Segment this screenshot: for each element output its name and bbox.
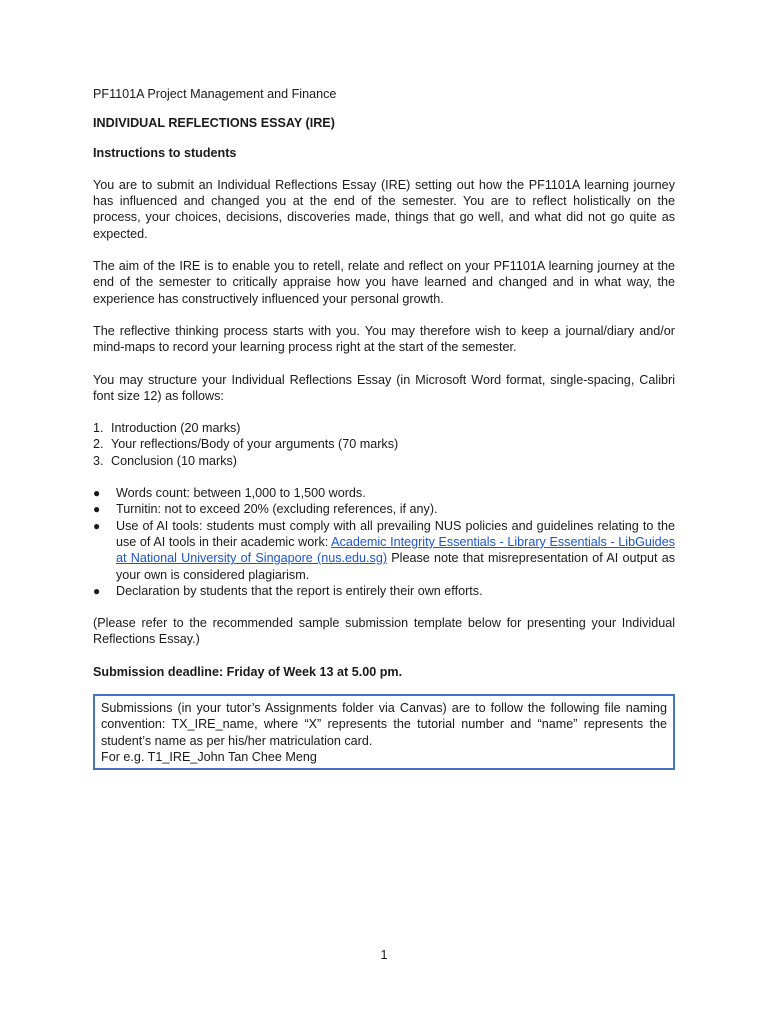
list-item — [93, 420, 675, 436]
notice-example: For e.g. T1_IRE_John Tan Chee Meng — [101, 749, 317, 764]
paragraph-process: The reflective thinking process starts with you. You may therefore wish to keep a journal/diary and/or mind-maps to record your learning process right at the start of the semester. — [93, 323, 675, 355]
bullet-text: Use of AI tools: students must comply with all prevailing NUS policies and guidelines relating to the use of AI tools in their academic work: — [116, 518, 675, 549]
bullet-turnitin — [93, 501, 675, 517]
paragraph-aim: The aim of the IRE is to enable you to retell, relate and reflect on your PF1101A learning journey at the end of the semester to critically appraise how you have learned and changed and in what way, the experience has constructively influenced your personal growth. — [93, 259, 675, 306]
bullet-text: Declaration by students that the report is entirely their own efforts. — [116, 583, 483, 598]
bullet-text: Turnitin: not to exceed 20% (excluding references, if any). — [116, 502, 438, 517]
bullet-declaration — [93, 583, 675, 599]
list-item — [93, 436, 675, 452]
page-number: 1 — [380, 948, 388, 962]
essay-title: INDIVIDUAL REFLECTIONS ESSAY (IRE) — [93, 116, 335, 131]
file-naming-notice — [93, 694, 675, 770]
course-title: PF1101A Project Management and Finance — [93, 87, 337, 101]
structure-list — [93, 420, 675, 469]
list-text: Introduction (20 marks) — [111, 421, 241, 436]
list-number: 2. — [93, 437, 104, 452]
bullet-text: Please note that misrepresentation of AI output as your own is considered plagiarism. — [116, 551, 675, 582]
template-note: (Please refer to the recommended sample submission template below for presenting your Individual Reflections Essay.) — [93, 616, 675, 647]
bullet-icon: ● — [93, 583, 101, 598]
requirements-list — [93, 485, 675, 599]
document-page — [93, 86, 675, 770]
list-text: Your reflections/Body of your arguments (70 marks) — [111, 437, 399, 452]
list-text: Conclusion (10 marks) — [111, 453, 237, 468]
list-number: 1. — [93, 421, 104, 436]
bullet-icon: ● — [93, 518, 101, 533]
bullet-ai-tools — [93, 518, 675, 583]
bullet-words-count — [93, 485, 675, 501]
list-number: 3. — [93, 453, 104, 468]
notice-text: Submissions (in your tutor’s Assignments folder via Canvas) are to follow the following file naming convention: TX_IRE_name, where “X” represents the tutorial number and “name” represents the student’s name as per his/her matriculation card. — [101, 701, 667, 748]
paragraph-intro: You are to submit an Individual Reflections Essay (IRE) setting out how the PF1101A learning journey has influenced and changed you at the end of the semester. You are to reflect holistically on the process, your choices, decisions, discoveries made, things that go well, and what did not go quite as expected. — [93, 177, 675, 241]
bullet-icon: ● — [93, 502, 101, 517]
paragraph-structure: You may structure your Individual Reflections Essay (in Microsoft Word format, single-spacing, Calibri font size 12) as follows: — [93, 372, 675, 403]
submission-deadline: Submission deadline: Friday of Week 13 at 5.00 pm. — [93, 664, 403, 679]
academic-integrity-link[interactable]: Academic Integrity Essentials - Library Essentials - LibGuides at National University of Singapore (nus.edu.sg) — [116, 534, 675, 566]
list-item — [93, 453, 675, 469]
instructions-heading: Instructions to students — [93, 145, 237, 160]
bullet-icon: ● — [93, 486, 101, 501]
bullet-text: Words count: between 1,000 to 1,500 words. — [116, 486, 366, 501]
